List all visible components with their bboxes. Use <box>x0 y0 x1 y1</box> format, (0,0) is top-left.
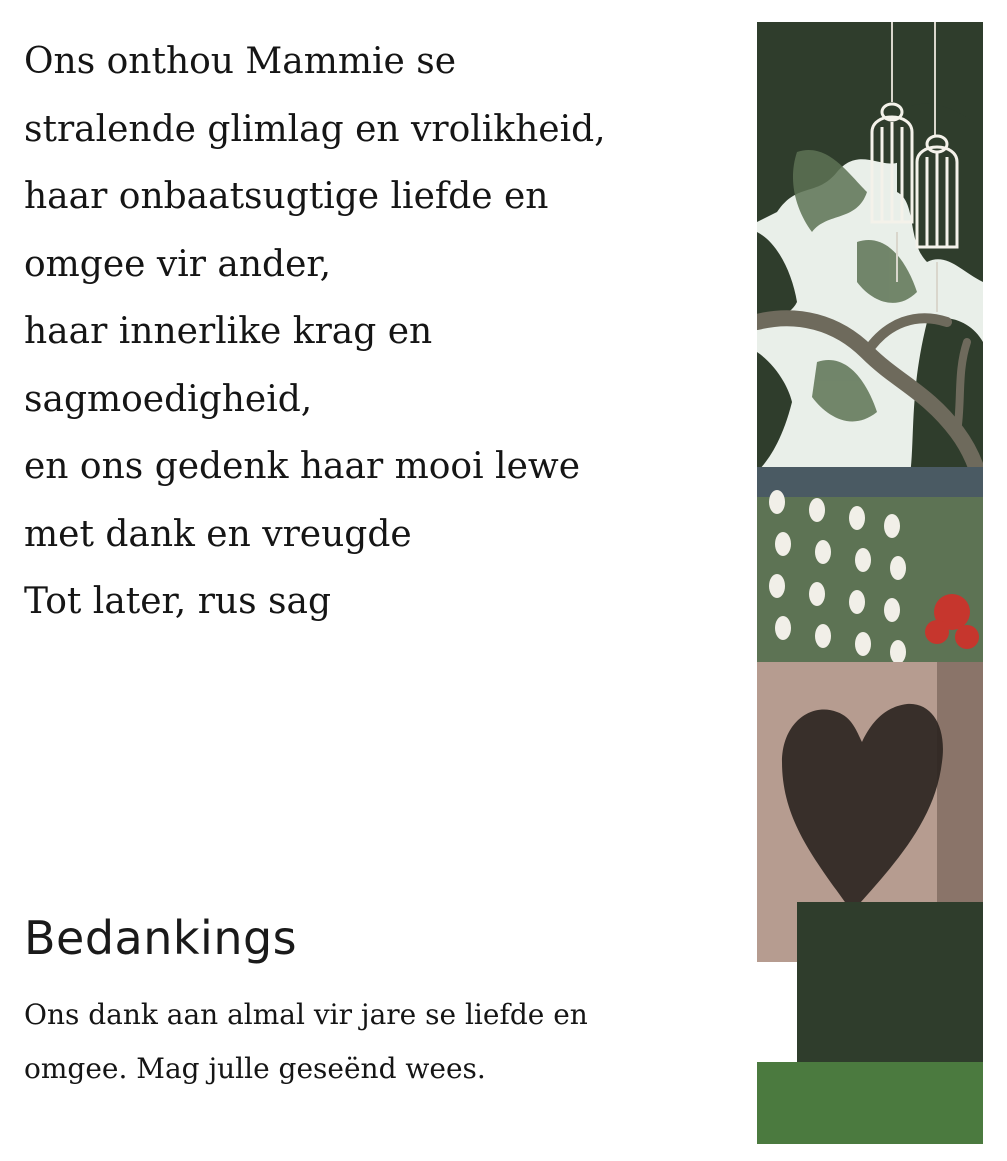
hanging-ornament <box>775 532 791 556</box>
garden-photo <box>757 22 983 1144</box>
acknowledgements-title: Bedankings <box>24 911 298 965</box>
hanging-ornament <box>855 548 871 572</box>
poem-line: Ons onthou Mammie se <box>24 41 457 82</box>
hanging-ornament <box>809 582 825 606</box>
garden-photo-illustration <box>757 22 983 1144</box>
hanging-ornament <box>809 498 825 522</box>
hanging-ornament <box>890 640 906 664</box>
poem-line: en ons gedenk haar mooi lewe <box>24 446 580 487</box>
hanging-ornament <box>849 506 865 530</box>
poem-line: stralende glimlag en vrolikheid, <box>24 108 606 150</box>
hanging-ornament <box>855 632 871 656</box>
hanging-ornament <box>815 624 831 648</box>
poem-line: sagmoedigheid, <box>24 378 313 420</box>
acknowledgements-text <box>24 988 724 1096</box>
poem-line: haar onbaatsugtige liefde en <box>24 176 549 217</box>
hanging-ornament <box>884 514 900 538</box>
hanging-ornament <box>775 616 791 640</box>
hanging-ornament <box>769 574 785 598</box>
poem-line: haar innerlike krag en <box>24 311 433 352</box>
hanging-ornament <box>815 540 831 564</box>
hanging-ornament <box>890 556 906 580</box>
poem-line: Tot later, rus sag <box>24 581 331 622</box>
memorial-poem <box>24 28 724 636</box>
poem-line: omgee vir ander, <box>24 243 332 285</box>
hanging-ornament <box>769 490 785 514</box>
acknowledgements-line: omgee. Mag julle geseënd wees. <box>24 1052 486 1085</box>
hanging-ornament <box>849 590 865 614</box>
acknowledgements-line: Ons dank aan almal vir jare se liefde en <box>24 998 588 1031</box>
hanging-ornament <box>884 598 900 622</box>
poem-line: met dank en vreugde <box>24 513 412 555</box>
